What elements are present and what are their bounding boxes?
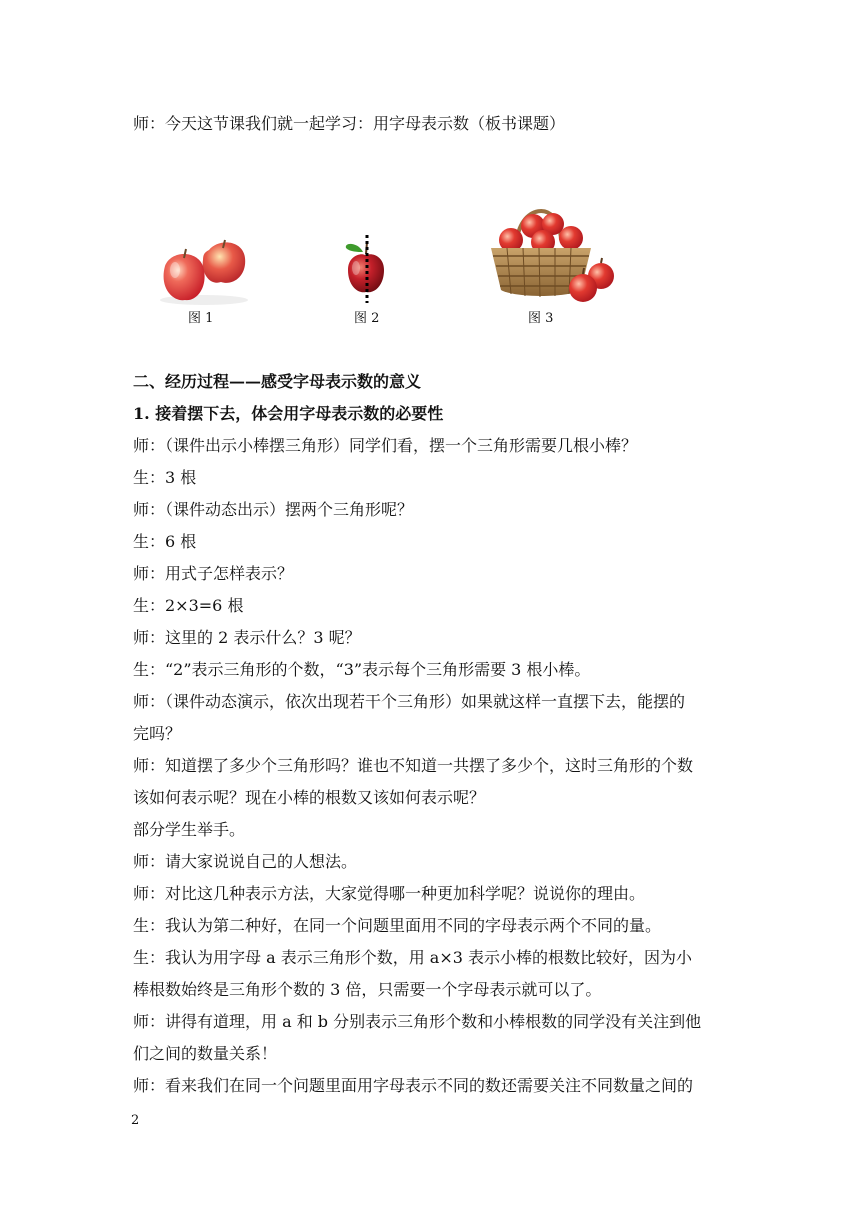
dialogue-line: 师：对比这几种表示方法，大家觉得哪一种更加科学呢？说说你的理由。 (133, 884, 646, 903)
two-apples-icon (157, 236, 251, 306)
section-heading: 二、经历过程——感受字母表示数的意义 (133, 372, 422, 391)
dialogue-line: 师：看来我们在同一个问题里面用字母表示不同的数还需要关注不同数量之间的 (133, 1076, 694, 1095)
intro-line: 师：今天这节课我们就一起学习：用字母表示数（板书课题） (133, 114, 566, 133)
dialogue-line: 师：用式子怎样表示？ (133, 564, 294, 583)
dialogue-line: 生：3 根 (133, 468, 197, 487)
page-number: 2 (131, 1113, 140, 1128)
dialogue-line: 棒根数始终是三角形个数的 3 倍，只需要一个字母表示就可以了。 (133, 980, 602, 999)
dialogue-line: 完吗？ (133, 724, 182, 743)
dialogue-line: 生：2×3=6 根 (133, 596, 244, 615)
dialogue-line: 师：这里的 2 表示什么？3 呢？ (133, 628, 361, 647)
dialogue-line: 师：知道摆了多少个三角形吗？谁也不知道一共摆了多少个，这时三角形的个数 (133, 756, 694, 775)
subheading: 1. 接着摆下去，体会用字母表示数的必要性 (133, 404, 444, 423)
figure-2-caption: 图 2 (354, 311, 380, 326)
figure-3-caption: 图 3 (528, 311, 554, 326)
dialogue-line: 该如何表示呢？现在小棒的根数又该如何表示呢？ (133, 788, 486, 807)
dialogue-line: 师：（课件出示小棒摆三角形）同学们看，摆一个三角形需要几根小棒？ (133, 436, 638, 455)
dialogue-line: 师：（课件动态出示）摆两个三角形呢？ (133, 500, 414, 519)
apple-with-dotted-line-icon (338, 234, 394, 304)
dialogue-line: 生：“2”表示三角形的个数，“3”表示每个三角形需要 3 根小棒。 (133, 660, 591, 679)
dialogue-line: 们之间的数量关系！ (133, 1044, 278, 1063)
dialogue-line: 师：讲得有道理，用 a 和 b 分别表示三角形个数和小棒根数的同学没有关注到他 (133, 1012, 702, 1031)
apple-basket-icon (487, 200, 619, 306)
dialogue-line: 师：请大家说说自己的人想法。 (133, 852, 358, 871)
dialogue-line: 生：我认为第二种好，在同一个问题里面用不同的字母表示两个不同的量。 (133, 916, 662, 935)
dialogue-line: 部分学生举手。 (133, 820, 246, 839)
dialogue-line: 师：（课件动态演示，依次出现若干个三角形）如果就这样一直摆下去，能摆的 (133, 692, 686, 711)
dialogue-line: 生：我认为用字母 a 表示三角形个数，用 a×3 表示小棒的根数比较好，因为小 (133, 948, 693, 967)
figure-1-caption: 图 1 (188, 311, 214, 326)
dialogue-line: 生：6 根 (133, 532, 197, 551)
